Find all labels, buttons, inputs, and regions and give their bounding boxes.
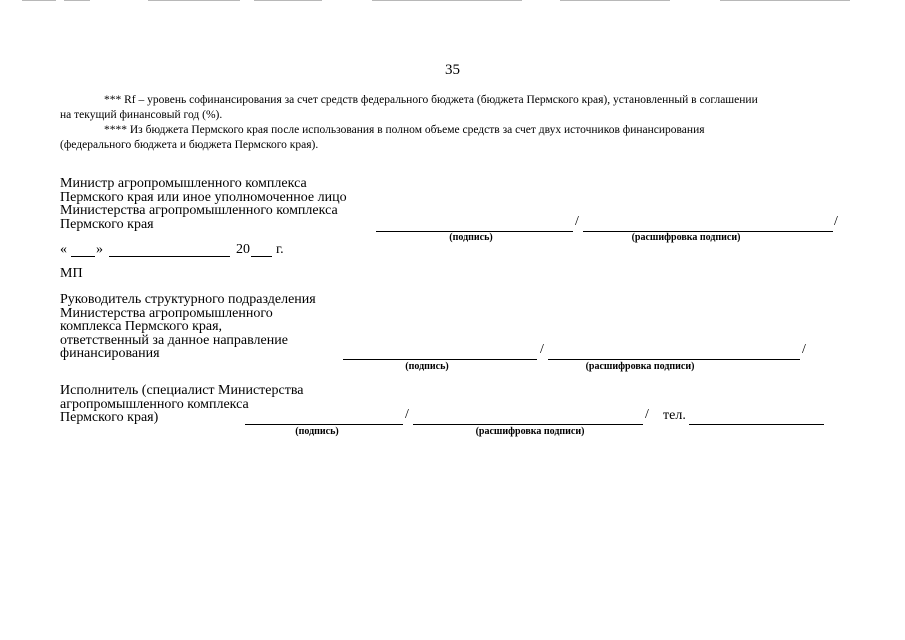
scan-edge-line [64,0,90,1]
signature-caption: (подпись) [295,426,339,437]
label-line: Пермского края) [60,410,159,426]
date-year-line[interactable] [251,256,272,257]
head-decoding-line[interactable] [548,359,800,360]
separator: / [645,407,649,422]
separator: / [405,407,409,422]
footnote-rf [60,93,846,123]
head-signature-line[interactable] [343,359,537,360]
stamp-label: МП [60,266,83,281]
separator: / [802,342,806,357]
label-line: ответственный за данное направление [60,332,288,348]
label-line: Пермского края или иное уполномоченное лицо [60,189,347,205]
scan-edge-line [254,0,322,1]
separator: / [834,214,838,229]
scan-edge-line [560,0,670,1]
signature-caption: (подпись) [405,361,449,372]
executor-signature-line[interactable] [245,424,403,425]
label-line: комплекса Пермского края, [60,319,223,335]
phone-label: тел. [663,408,686,423]
decoding-caption: (расшифровка подписи) [585,361,695,372]
footnote-line: *** Rf – уровень софинансирования за счет средств федерального бюджета (бюджета Пермского края), установленный в соглашении [104,94,758,106]
label-line: Министр агропромышленного комплекса [60,176,307,191]
label-line: Министерства агропромышленного [60,305,273,321]
footnote-line: **** Из бюджета Пермского края после использования в полном объеме средств за счет двух источников финансирования [104,124,705,136]
label-line: финансирования [60,346,160,362]
label-line: Пермского края [60,216,154,232]
date-quote-open: « [60,242,67,257]
date-month-line[interactable] [109,256,230,257]
separator: / [575,214,579,229]
date-quote-close: » [96,242,103,257]
footnote-line: (федерального бюджета и бюджета Пермского края). [60,139,319,151]
label-line: агропромышленного комплекса [60,396,249,412]
date-year-prefix: 20 [236,242,250,257]
label-line: Министерства агропромышленного комплекса [60,203,338,219]
date-day-line[interactable] [71,256,95,257]
footnote-budget [60,123,846,153]
executor-decoding-line[interactable] [413,424,643,425]
decoding-caption: (расшифровка подписи) [631,232,741,243]
footnote-line: на текущий финансовый год (%). [60,109,223,121]
signature-caption: (подпись) [449,232,493,243]
decoding-caption: (расшифровка подписи) [475,426,585,437]
page-number: 35 [445,62,460,78]
scan-edge-line [22,0,56,1]
executor-label [60,384,303,425]
date-year-suffix: г. [276,242,284,257]
label-line: Исполнитель (специалист Министерства [60,383,304,398]
scan-edge-line [148,0,240,1]
phone-line[interactable] [689,424,824,425]
separator: / [540,342,544,357]
head-label [60,293,316,361]
scan-edge-line [720,0,850,1]
scan-edge-line [372,0,522,1]
minister-label [60,177,347,231]
label-line: Руководитель структурного подразделения [60,292,316,307]
